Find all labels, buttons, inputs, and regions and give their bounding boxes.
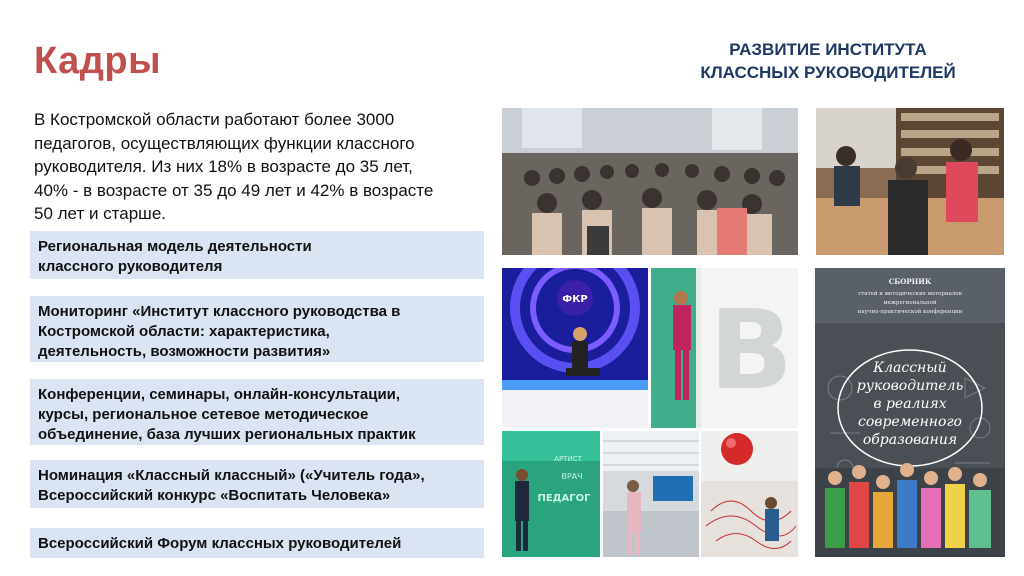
info-box-line: объединение, база лучших региональных практик [38,426,416,443]
wall-word: ВРАЧ [561,472,583,481]
book-top-line: межрегиональной [883,300,937,306]
section-header-line: РАЗВИТИЕ ИНСТИТУТА [729,40,927,59]
intro-line: руководителя. Из них 18% в возрасте до 35 лет, [34,157,413,176]
photo-exhibition-hall [603,431,699,557]
info-box-regional-model [30,231,484,279]
info-box-line: курсы, региональное сетевое методическое [38,406,369,423]
wall-word: АРТИСТ [554,455,582,463]
photo-balloon-installation [701,431,798,557]
book-top-line: научно-практической конференции [857,309,963,315]
info-box-line: Номинация «Классный классный» («Учитель года», [38,467,425,484]
info-box-line: классного руководителя [38,258,223,275]
book-title-line: образования [862,432,958,448]
info-box-conferences [30,379,484,445]
info-box-line: деятельность, возможности развития» [38,343,331,360]
photo-word-wall [502,431,600,557]
intro-paragraph [34,108,494,226]
info-box-line: Всероссийский Форум классных руководителей [38,535,402,552]
photo-conference-audience [502,108,798,255]
info-box-line: Мониторинг «Институт классного руководства в [38,303,401,320]
intro-line: педагогов, осуществляющих функции классного [34,133,415,153]
photo-forum-stage [502,268,648,428]
info-box-nomination [30,460,484,508]
info-box-line: Конференции, семинары, онлайн-консультации, [38,386,401,403]
section-header [668,38,988,84]
info-box-line: Региональная модель деятельности [38,238,312,255]
intro-line: В Костромской области работают более 3000 [34,110,395,129]
info-box-monitoring [30,296,484,362]
intro-line: 50 лет и старше. [34,204,166,223]
info-box-line: Всероссийский конкурс «Воспитать Человека» [38,487,391,504]
info-box-forum [30,528,484,558]
book-title-line: в реалиях [873,396,947,412]
photo-library-meeting [816,108,1004,255]
book-title-line: современного [858,414,962,430]
intro-line: 40% - в возрасте от 35 до 49 лет и 42% в возрасте [34,180,434,200]
photo-book-cover [815,268,1005,557]
book-title-line: Классный [873,360,947,376]
page-title: Кадры [34,40,162,82]
book-top-line: СБОРНИК [888,277,932,286]
stage-logo-text: ФКР [562,294,588,305]
book-top-line: статей и методических материалов [858,291,962,297]
photo-letter-wall [651,268,798,428]
wall-letter: В [709,286,793,414]
info-box-line: Костромской области: характеристика, [38,323,330,340]
book-title-line: руководитель [856,378,964,394]
section-header-line: КЛАССНЫХ РУКОВОДИТЕЛЕЙ [700,63,956,82]
wall-word: ПЕДАГОГ [537,493,591,504]
